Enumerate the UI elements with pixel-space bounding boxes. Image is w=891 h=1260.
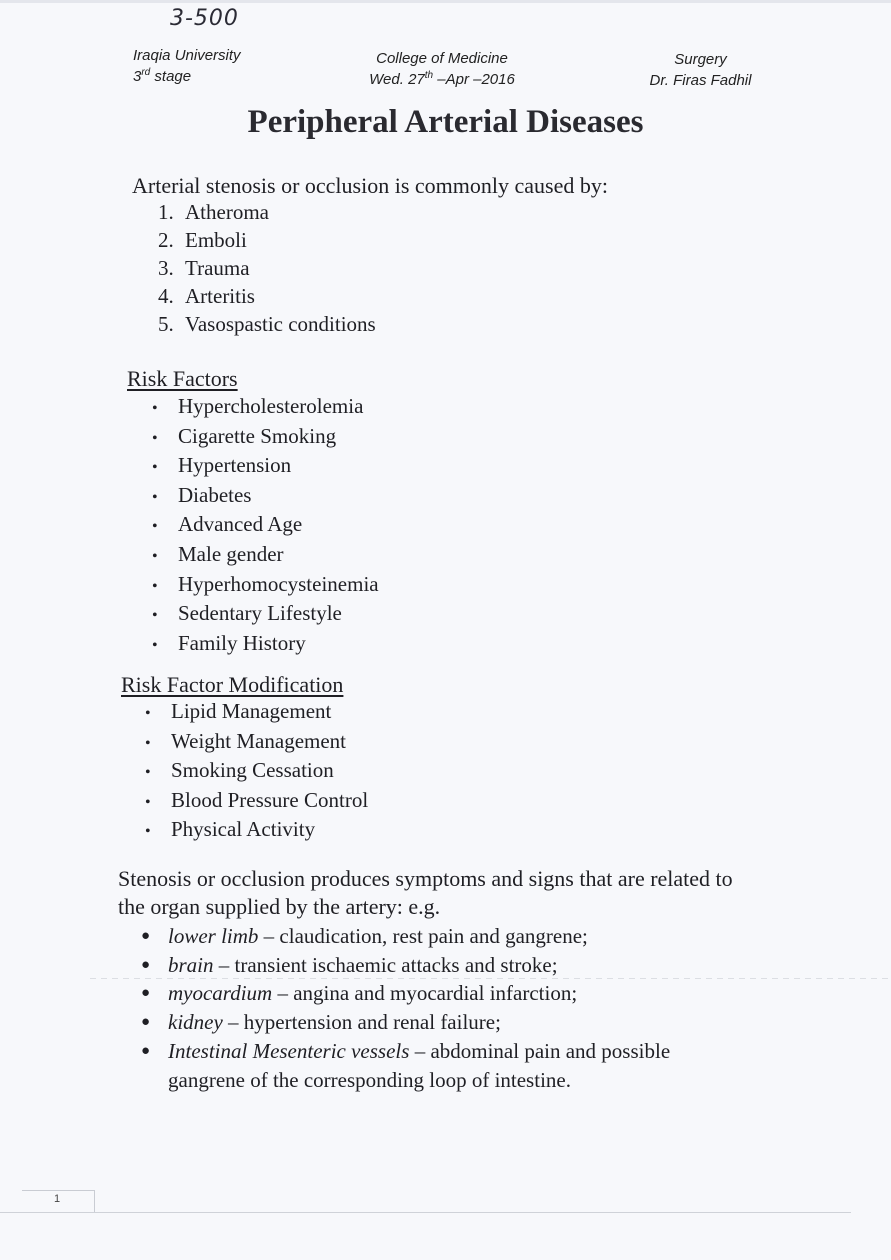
stenosis-paragraph: Stenosis or occlusion produces symptoms and signs that are related to the organ supplied by the artery: e.g. bbox=[118, 866, 733, 919]
page-edge bbox=[0, 0, 891, 3]
bullet-icon: ● bbox=[141, 985, 151, 1002]
modification-item-text: Physical Activity bbox=[171, 817, 316, 842]
causes-list bbox=[158, 198, 376, 338]
modification-list bbox=[145, 698, 368, 846]
cause-text: Vasospastic conditions bbox=[185, 312, 376, 336]
bullet-icon: ● bbox=[141, 1014, 151, 1031]
intro-text: Arterial stenosis or occlusion is commonly caused by: bbox=[132, 173, 608, 198]
cause-text: Emboli bbox=[185, 228, 247, 252]
organ-item bbox=[141, 979, 741, 1008]
stage-line: 3rd stage bbox=[133, 67, 192, 85]
header-right bbox=[638, 49, 763, 91]
bullet-icon: • bbox=[145, 764, 151, 782]
organ-text bbox=[168, 979, 577, 1008]
organ-description: – angina and myocardial infarction; bbox=[272, 981, 578, 1006]
university-name: Iraqia University bbox=[133, 47, 241, 64]
risk-factor-item-text: Hypercholesterolemia bbox=[178, 394, 364, 418]
cause-item bbox=[158, 254, 376, 282]
cause-item bbox=[158, 282, 376, 310]
cause-number: 5. bbox=[158, 312, 174, 336]
risk-factor-item bbox=[152, 393, 379, 423]
page-title: Peripheral Arterial Diseases bbox=[247, 104, 644, 140]
risk-factor-item bbox=[152, 630, 379, 660]
organ-name: brain bbox=[168, 952, 214, 977]
risk-factor-item-text: Cigarette Smoking bbox=[178, 423, 337, 448]
risk-factor-item bbox=[152, 482, 379, 512]
bullet-icon: • bbox=[145, 734, 151, 752]
organ-text bbox=[168, 1037, 741, 1094]
bullet-icon: • bbox=[152, 547, 158, 565]
modification-item bbox=[145, 757, 368, 787]
cause-item bbox=[158, 310, 376, 338]
cause-text: Atheroma bbox=[185, 200, 269, 224]
organ-description: – hypertension and renal failure; bbox=[222, 1010, 501, 1035]
risk-factor-item-text: Hypertension bbox=[178, 453, 292, 478]
modification-item bbox=[145, 816, 368, 846]
cause-number: 3. bbox=[158, 256, 174, 280]
footer-line bbox=[0, 1212, 851, 1213]
risk-factor-item-text: Advanced Age bbox=[178, 512, 303, 537]
risk-factor-item bbox=[152, 423, 379, 453]
risk-factor-item bbox=[152, 541, 379, 571]
cause-item bbox=[158, 198, 376, 226]
cause-number: 2. bbox=[158, 228, 174, 252]
bullet-icon: • bbox=[152, 400, 158, 417]
modification-item-text: Smoking Cessation bbox=[171, 758, 334, 783]
organ-description: – abdominal pain and possible gangrene of the corresponding loop of intestine. bbox=[168, 1038, 671, 1092]
bullet-icon: • bbox=[145, 823, 151, 841]
modification-item-text: Weight Management bbox=[171, 728, 347, 753]
lecturer-name: Dr. Firas Fadhil bbox=[649, 72, 752, 89]
lecture-date: Wed. 27th –Apr –2016 bbox=[369, 70, 515, 88]
risk-factors-heading: Risk Factors bbox=[127, 366, 238, 391]
organ-text bbox=[168, 951, 558, 980]
cause-number: 4. bbox=[158, 284, 174, 308]
risk-factor-item bbox=[152, 511, 379, 541]
risk-factor-item-text: Male gender bbox=[178, 541, 284, 566]
modification-item-text: Lipid Management bbox=[171, 699, 332, 723]
bullet-icon: ● bbox=[141, 928, 151, 944]
subject-name: Surgery bbox=[674, 51, 727, 68]
bullet-icon: • bbox=[152, 518, 158, 536]
modification-item bbox=[145, 698, 368, 728]
organ-item bbox=[141, 922, 741, 951]
modification-item-text: Blood Pressure Control bbox=[171, 787, 369, 812]
bullet-icon: • bbox=[152, 607, 158, 625]
organ-description: – claudication, rest pain and gangrene; bbox=[258, 924, 588, 948]
modification-item bbox=[145, 728, 368, 758]
risk-factor-item-text: Diabetes bbox=[178, 482, 252, 507]
cause-text: Arteritis bbox=[185, 284, 255, 308]
organ-item bbox=[141, 951, 741, 980]
bullet-icon: • bbox=[145, 705, 151, 722]
organ-name: kidney bbox=[168, 1010, 223, 1035]
handwritten-note: 3-500 bbox=[170, 6, 239, 31]
bullet-icon: • bbox=[152, 488, 158, 506]
cause-text: Trauma bbox=[185, 256, 250, 280]
organ-name: lower limb bbox=[168, 924, 259, 948]
organ-text bbox=[168, 922, 588, 951]
bullet-icon: ● bbox=[141, 956, 151, 973]
risk-factor-item-text: Sedentary Lifestyle bbox=[178, 601, 342, 626]
organ-item bbox=[141, 1008, 741, 1037]
bullet-icon: • bbox=[152, 459, 158, 477]
risk-factor-item bbox=[152, 452, 379, 482]
organ-text bbox=[168, 1008, 501, 1037]
risk-factor-item-text: Hyperhomocysteinemia bbox=[178, 571, 379, 596]
risk-factors-list bbox=[152, 393, 379, 659]
bullet-icon: ● bbox=[141, 1042, 151, 1059]
bullet-icon: • bbox=[152, 577, 158, 595]
organ-name: myocardium bbox=[168, 981, 273, 1006]
organ-symptoms-list bbox=[141, 922, 741, 1094]
modification-heading: Risk Factor Modification bbox=[121, 672, 344, 697]
organ-item bbox=[141, 1037, 741, 1094]
college-name: College of Medicine bbox=[376, 50, 508, 67]
modification-item bbox=[145, 787, 368, 817]
header-left bbox=[133, 45, 241, 87]
organ-name: Intestinal Mesenteric vessels bbox=[168, 1038, 410, 1063]
bullet-icon: • bbox=[152, 429, 158, 447]
cause-item bbox=[158, 226, 376, 254]
risk-factor-item-text: Family History bbox=[178, 630, 306, 655]
bullet-icon: • bbox=[145, 793, 151, 811]
page-number: 1 bbox=[54, 1193, 61, 1205]
cause-number: 1. bbox=[158, 200, 174, 224]
bullet-icon: • bbox=[152, 636, 158, 654]
risk-factor-item bbox=[152, 600, 379, 630]
header-center bbox=[352, 48, 532, 90]
risk-factor-item bbox=[152, 571, 379, 601]
organ-description: – transient ischaemic attacks and stroke; bbox=[213, 952, 558, 977]
